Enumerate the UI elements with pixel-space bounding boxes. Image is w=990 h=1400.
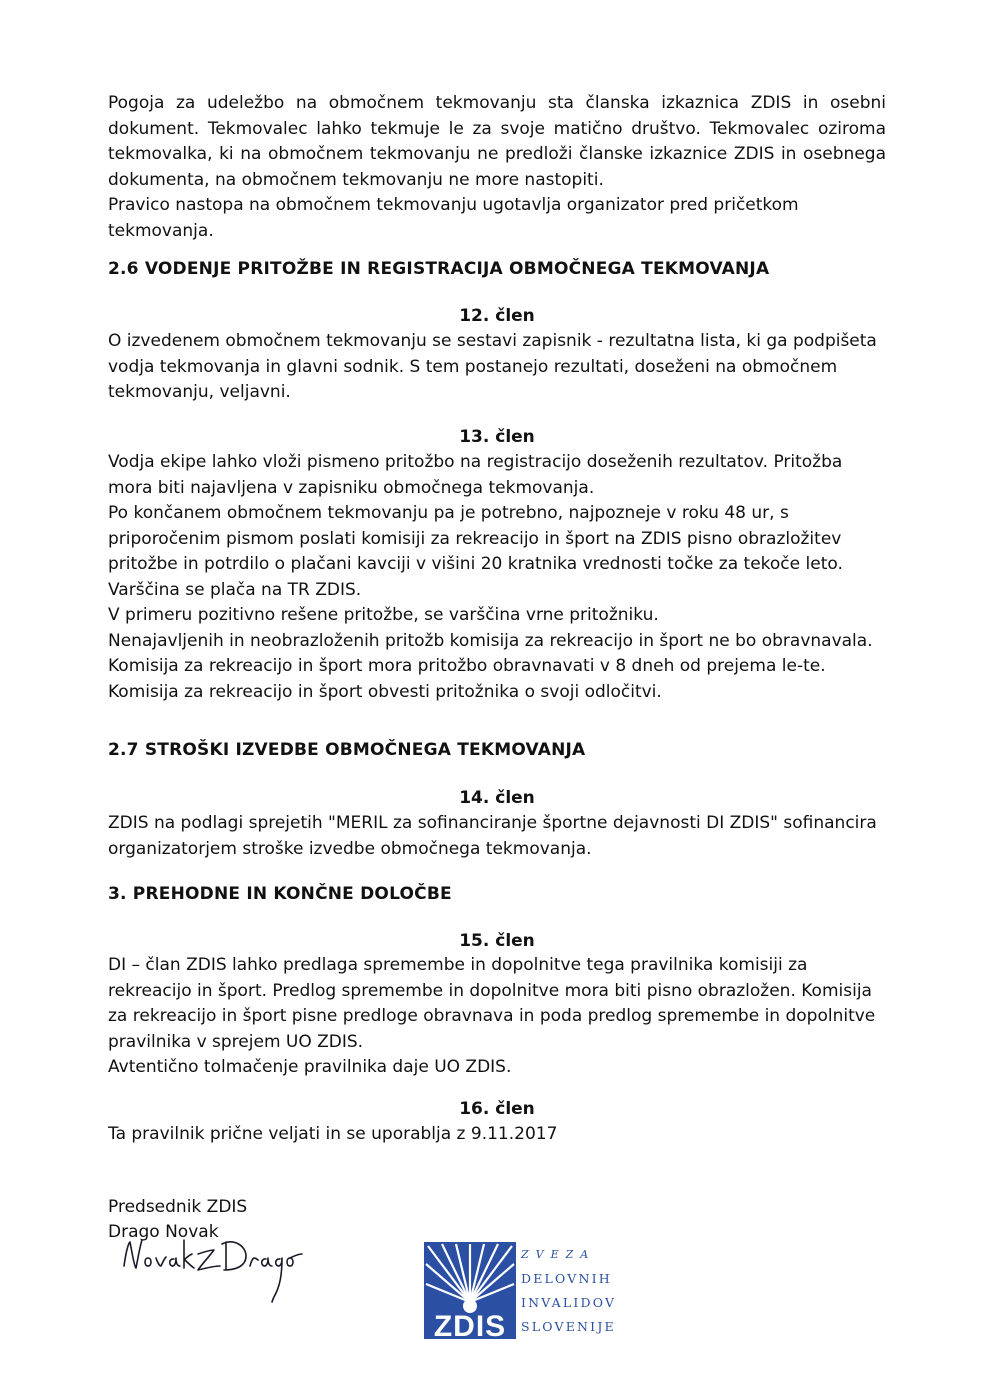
section-heading-2-7: 2.7 STROŠKI IZVEDBE OBMOČNEGA TEKMOVANJA [108, 740, 586, 760]
article-title-15 [0, 931, 990, 951]
paragraph: V primeru pozitivno rešene pritožbe, se varščina vrne pritožniku. [108, 605, 659, 625]
article-title-text: 13. člen [459, 427, 535, 447]
paragraph: Vodja ekipe lahko vloži pismeno pritožbo na registracijo doseženih rezultatov. Pritožba mora biti najavljena v zapisniku območnega tekmovanja. [108, 452, 843, 498]
logo-mark-text: ZDIS [433, 1310, 507, 1343]
logo-line: SLOVENIJE [521, 1319, 616, 1334]
logo-wordmark [521, 1243, 616, 1339]
signer-role: Predsednik ZDIS [108, 1197, 248, 1217]
intro-text [108, 91, 886, 244]
article-14-body [108, 811, 886, 862]
article-15-body [108, 953, 886, 1081]
article-title-14 [0, 788, 990, 808]
article-16-body [108, 1122, 886, 1148]
article-title-13 [0, 427, 990, 447]
signer-name: Drago Novak [108, 1222, 219, 1242]
article-title-16 [0, 1099, 990, 1119]
article-13-body [108, 450, 886, 705]
paragraph: Po končanem območnem tekmovanju pa je potrebno, najpozneje v roku 48 ur, s priporočenim pismom poslati komisiji za rekreacijo in šport na ZDIS pisno obrazložitev pritožbe in potrdilo o plačani kavciji v višini 20 kratnika vrednosti točke za tekoče leto. Varščina se plača na TR ZDIS. [108, 503, 843, 600]
paragraph: O izvedenem območnem tekmovanju se sestavi zapisnik - rezultatna lista, ki ga podpišeta vodja tekmovanja in glavni sodnik. S tem postanejo rezultati, doseženi na območnem tekmovanju, veljavni. [108, 331, 877, 402]
article-12-body [108, 329, 886, 406]
paragraph: Komisija za rekreacijo in šport mora pritožbo obravnavati v 8 dneh od prejema le-te. Komisija za rekreacijo in šport obvesti pritožnika o svoji odločitvi. [108, 656, 826, 702]
logo-line: ZVEZA [521, 1248, 596, 1261]
article-title-text: 16. člen [459, 1099, 535, 1119]
paragraph: Nenajavljenih in neobrazloženih pritožb komisija za rekreacijo in šport ne bo obravnavala. [108, 630, 873, 651]
article-title-text: 12. člen [459, 306, 535, 326]
section-heading-3: 3. PREHODNE IN KONČNE DOLOČBE [108, 884, 452, 904]
logo-line: INVALIDOV [521, 1295, 617, 1310]
logo-line: DELOVNIH [521, 1271, 612, 1286]
article-title-12 [0, 306, 990, 326]
paragraph: Ta pravilnik prične veljati in se uporablja z 9.11.2017 [108, 1124, 558, 1144]
article-title-text: 14. člen [459, 788, 535, 808]
article-title-text: 15. člen [459, 931, 535, 951]
section-heading-2-6: 2.6 VODENJE PRITOŽBE IN REGISTRACIJA OBMOČNEGA TEKMOVANJA [108, 259, 770, 279]
paragraph: Avtentično tolmačenje pravilnika daje UO ZDIS. [108, 1057, 512, 1077]
paragraph: ZDIS na podlagi sprejetih "MERIL za sofinanciranje športne dejavnosti DI ZDIS" sofinancira organizatorjem stroške izvedbe območnega tekmovanja. [108, 813, 877, 859]
handwritten-signature [118, 1232, 318, 1307]
paragraph: Pravico nastopa na območnem tekmovanju ugotavlja organizator pred pričetkom tekmovanja. [108, 195, 799, 241]
paragraph: DI – član ZDIS lahko predlaga spremembe in dopolnitve tega pravilnika komisiji za rekreacijo in šport. Predlog spremembe in dopolnitve mora biti pisno obrazložen. Komisija za rekreacijo in šport pisne predloge obravnava in poda predlog spremembe in dopolnitve pravilnika v sprejem UO ZDIS. [108, 955, 876, 1052]
paragraph: Pogoja za udeležbo na območnem tekmovanju sta članska izkaznica ZDIS in osebni dokument. Tekmovalec lahko tekmuje le za svoje matično društvo. Tekmovalec oziroma tekmovalka, ki na območnem tekmovanju ne predloži članske izkaznice ZDIS in osebnega dokumenta, na območnem tekmovanju ne more nastopiti. [108, 93, 886, 190]
